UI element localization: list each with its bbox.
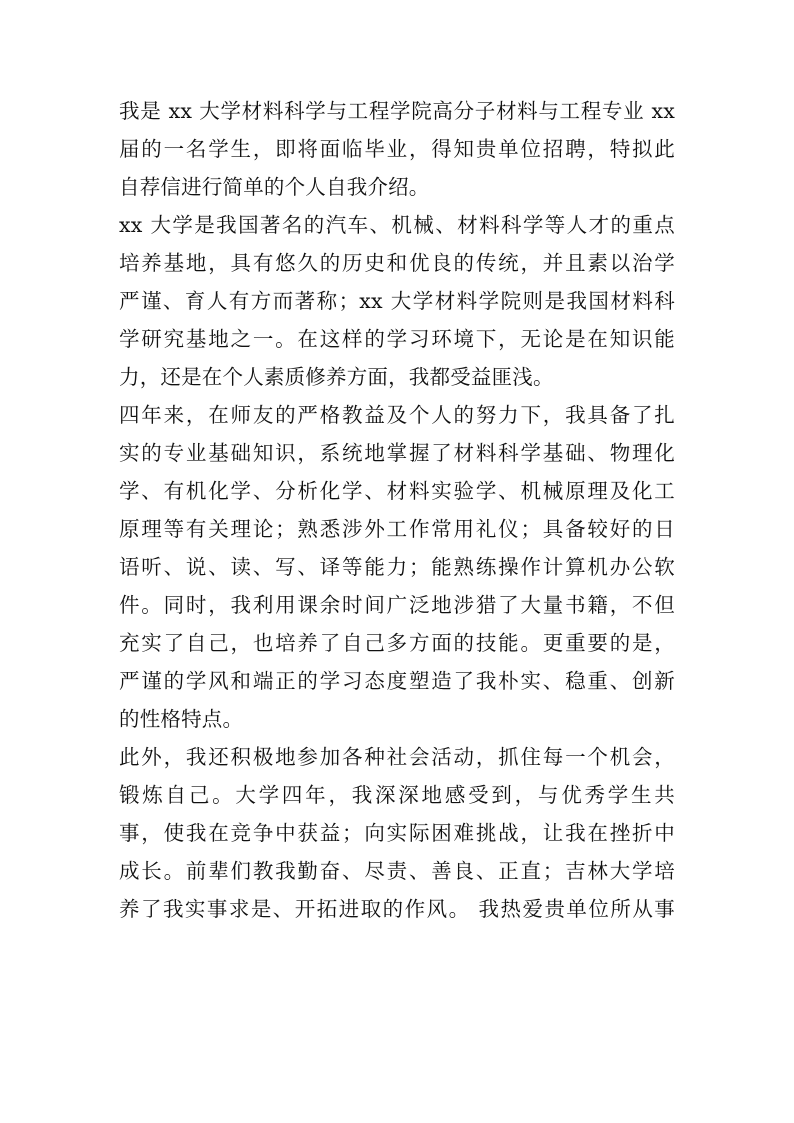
text-line: 严谨的学风和端正的学习态度塑造了我朴实、稳重、创新 bbox=[119, 669, 675, 693]
paragraph-4 bbox=[119, 738, 675, 928]
text-line: 成长。前辈们教我勤奋、尽责、善良、正直；吉林大学培 bbox=[119, 859, 675, 883]
text-line: 原理等有关理论；熟悉涉外工作常用礼仪；具备较好的日 bbox=[119, 517, 675, 541]
text-line: 件。同时，我利用课余时间广泛地涉猎了大量书籍，不但 bbox=[119, 593, 675, 617]
text-line: 我是 xx 大学材料科学与工程学院高分子材料与工程专业 xx bbox=[119, 99, 675, 123]
text-line: 实的专业基础知识，系统地掌握了材料科学基础、物理化 bbox=[119, 441, 675, 465]
text-line: xx 大学是我国著名的汽车、机械、材料科学等人才的重点 bbox=[119, 213, 675, 237]
letter-body bbox=[119, 92, 675, 928]
paragraph-2 bbox=[119, 206, 675, 396]
text-line: 学研究基地之一。在这样的学习环境下，无论是在知识能 bbox=[119, 327, 675, 351]
paragraph-3 bbox=[119, 396, 675, 738]
text-line: 此外，我还积极地参加各种社会活动，抓住每一个机会， bbox=[119, 745, 675, 769]
text-line: 事，使我在竞争中获益；向实际困难挑战，让我在挫折中 bbox=[119, 821, 675, 845]
text-line: 力，还是在个人素质修养方面，我都受益匪浅。 bbox=[119, 365, 554, 389]
text-line: 的性格特点。 bbox=[119, 707, 244, 731]
text-line: 养了我实事求是、开拓进取的作风。 我热爱贵单位所从事 bbox=[119, 897, 675, 921]
text-line: 严谨、育人有方而著称；xx 大学材料学院则是我国材料科 bbox=[119, 289, 675, 313]
text-line: 自荐信进行简单的个人自我介绍。 bbox=[119, 175, 430, 199]
text-line: 充实了自己，也培养了自己多方面的技能。更重要的是， bbox=[119, 631, 675, 655]
paragraph-1 bbox=[119, 92, 675, 206]
text-line: 培养基地，具有悠久的历史和优良的传统，并且素以治学 bbox=[119, 251, 675, 275]
text-line: 学、有机化学、分析化学、材料实验学、机械原理及化工 bbox=[119, 479, 675, 503]
text-line: 届的一名学生，即将面临毕业，得知贵单位招聘，特拟此 bbox=[119, 137, 675, 161]
text-line: 语听、说、读、写、译等能力；能熟练操作计算机办公软 bbox=[119, 555, 675, 579]
text-line: 锻炼自己。大学四年，我深深地感受到，与优秀学生共 bbox=[119, 783, 675, 807]
text-line: 四年来，在师友的严格教益及个人的努力下，我具备了扎 bbox=[119, 403, 675, 427]
